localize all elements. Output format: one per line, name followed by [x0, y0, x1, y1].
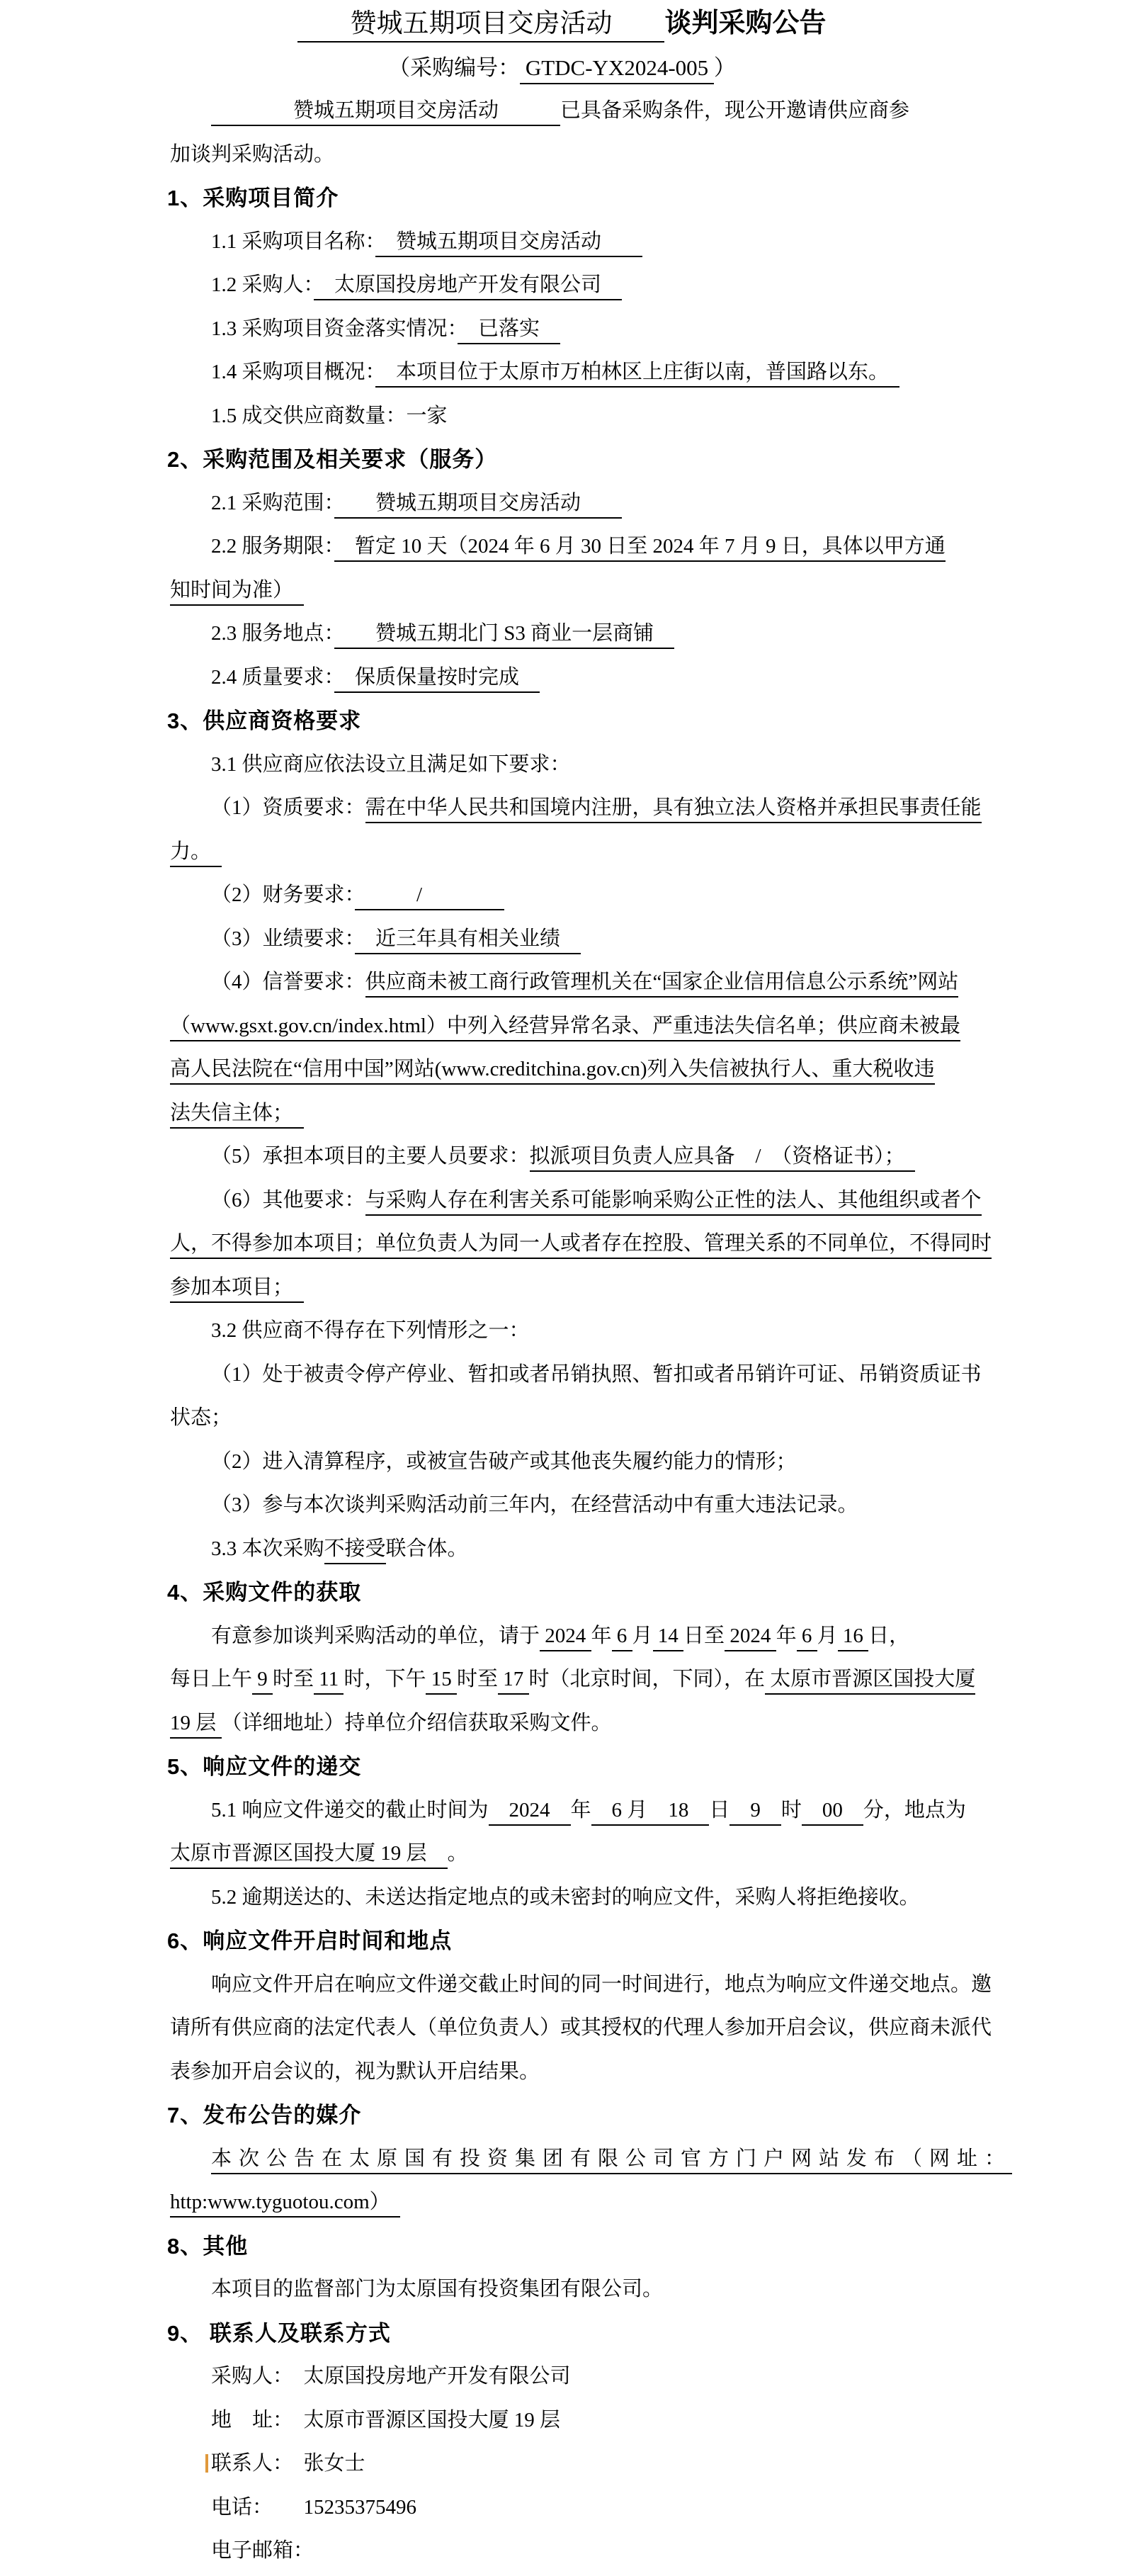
text-run: 有意参加谈判采购活动的单位，请于 — [211, 1624, 540, 1647]
text-run: 时 — [780, 1798, 802, 1821]
text-run: 1、采购项目简介 — [167, 186, 339, 210]
item-3-2-2 — [0, 1440, 1124, 1484]
item-2-2-line-1 — [0, 525, 1124, 569]
contact-purchaser — [0, 2355, 1124, 2399]
text-run: （6）其他要求： — [211, 1188, 365, 1211]
heading-3 — [0, 699, 1124, 743]
underlined-text-run: 17 — [498, 1668, 529, 1695]
underlined-text-run: 9 — [252, 1668, 273, 1695]
text-run: 采购人： 太原国投房地产开发有限公司 — [211, 2365, 571, 2388]
text-run: 。 — [447, 1842, 468, 1865]
text-run: 2.3 服务地点： — [211, 622, 335, 645]
item-3-2-1-line-2 — [0, 1396, 1124, 1440]
item-3-1 — [0, 743, 1124, 787]
text-run: 年 — [570, 1798, 591, 1821]
underlined-text-run: 2024 — [489, 1799, 571, 1826]
heading-2 — [0, 438, 1124, 482]
item-3-1-6-line-1 — [0, 1179, 1124, 1223]
item-3-1-5 — [0, 1135, 1124, 1179]
contact-phone — [0, 2486, 1124, 2530]
text-run: 月 — [817, 1624, 838, 1647]
item-3-1-2 — [0, 874, 1124, 917]
underlined-text-run: 太原市晋源区国投大厦 — [765, 1668, 975, 1695]
underlined-text-run: 赞城五期项目交房活动 — [211, 99, 560, 126]
underlined-text-run: 力。 — [170, 840, 222, 867]
text-run: （1）资质要求： — [211, 796, 365, 819]
text-run: 7、发布公告的媒介 — [167, 2103, 362, 2128]
text-run: 3.1 供应商应依法设立且满足如下要求： — [211, 752, 571, 776]
text-run: ） — [713, 55, 736, 80]
text-run: 3.3 本次采购 — [211, 1537, 324, 1560]
underlined-text-run: GTDC-YX2024-005 — [520, 55, 714, 84]
underlined-text-run: 2024 — [725, 1625, 776, 1651]
text-run: 3.2 供应商不得存在下列情形之一： — [211, 1319, 530, 1342]
intro-line-1 — [0, 89, 1124, 133]
underlined-text-run: 供应商未被工商行政管理机关在“国家企业信用信息公示系统”网站 — [365, 971, 959, 998]
underlined-text-run: 16 — [838, 1625, 869, 1651]
item-2-2-line-2 — [0, 569, 1124, 613]
text-run: 5.2 逾期送达的、未送达指定地点的或未密封的响应文件，采购人将拒绝接收。 — [211, 1885, 920, 1909]
contact-person — [0, 2442, 1124, 2486]
text-run — [170, 99, 211, 122]
text-run: 时至 — [273, 1668, 314, 1690]
text-run: 1.5 成交供应商数量：一家 — [211, 404, 448, 427]
heading-1 — [0, 176, 1124, 220]
text-run: 5、响应文件的递交 — [167, 1754, 362, 1779]
section-6-line-3 — [0, 2050, 1124, 2094]
underlined-text-run: 本项目位于太原市万柏林区上庄街以南，普国路以东。 — [375, 361, 899, 388]
heading-9 — [0, 2312, 1124, 2356]
underlined-text-run: 不接受 — [324, 1537, 386, 1564]
item-2-3 — [0, 612, 1124, 656]
section-4-line-1 — [0, 1615, 1124, 1659]
intro-line-2 — [0, 133, 1124, 177]
text-run: 表参加开启会议的，视为默认开启结果。 — [170, 2060, 540, 2083]
underlined-text-run: 2024 — [540, 1625, 591, 1651]
underlined-text-run: 14 — [653, 1625, 684, 1651]
item-5-2 — [0, 1876, 1124, 1920]
text-run: 时（北京时间，下同），在 — [528, 1668, 766, 1690]
item-3-1-4-line-3 — [0, 1048, 1124, 1092]
text-run: 请所有供应商的法定代表人（单位负责人）或其授权的代理人参加开启会议，供应商未派代 — [170, 2016, 992, 2039]
item-2-4 — [0, 656, 1124, 700]
item-5-1-line-1 — [0, 1789, 1124, 1833]
underlined-text-run: 需在中华人民共和国境内注册，具有独立法人资格并承担民事责任能 — [365, 796, 982, 823]
text-run: 1.2 采购人： — [211, 273, 314, 296]
heading-7 — [0, 2094, 1124, 2137]
text-run: 加谈判采购活动。 — [170, 142, 335, 166]
text-run: 日 — [709, 1798, 730, 1821]
text-run: 2.1 采购范围： — [211, 491, 335, 514]
item-1-2 — [0, 264, 1124, 307]
heading-4 — [0, 1571, 1124, 1615]
item-3-1-4-line-1 — [0, 961, 1124, 1005]
text-run: 8、其他 — [167, 2233, 249, 2259]
text-run: 状态； — [170, 1406, 232, 1429]
item-3-1-4-line-4 — [0, 1092, 1124, 1136]
underlined-text-run: 6 月 — [591, 1799, 648, 1826]
item-3-1-1-line-1 — [0, 786, 1124, 830]
underlined-text-run: 知时间为准） — [170, 579, 304, 606]
text-run: （3）业绩要求： — [211, 927, 356, 950]
text-run: 联合体。 — [385, 1537, 468, 1560]
underlined-text-run: 近三年具有相关业绩 — [355, 927, 581, 954]
text-run: 5.1 响应文件递交的截止时间为 — [211, 1798, 489, 1821]
item-3-1-4-line-2 — [0, 1005, 1124, 1049]
text-run: 2.2 服务期限： — [211, 535, 335, 558]
underlined-text-run: 赞城五期项目交房活动 — [375, 230, 642, 257]
text-run: 时，下午 — [344, 1668, 426, 1690]
item-3-2-1-line-1 — [0, 1353, 1124, 1397]
section-7-line-1 — [0, 2137, 1124, 2181]
text-run: 电子邮箱： — [211, 2539, 314, 2562]
text-run: （2）财务要求： — [211, 883, 356, 906]
text-run: 已具备采购条件，现公开邀请供应商参 — [560, 99, 910, 122]
underlined-text-run: 高人民法院在“信用中国”网站(www.creditchina.gov.cn)列入失信被执行人、重大税收违 — [170, 1058, 935, 1085]
underlined-text-run: 6 — [797, 1625, 817, 1651]
item-1-5 — [0, 395, 1124, 439]
text-run: 联系人： 张女士 — [211, 2452, 365, 2475]
item-3-2 — [0, 1309, 1124, 1353]
item-3-1-1-line-2 — [0, 830, 1124, 874]
text-run: 年 — [776, 1624, 797, 1647]
item-3-1-6-line-3 — [0, 1266, 1124, 1310]
text-run: （4）信誉要求： — [211, 971, 365, 993]
underlined-text-run: 00 — [802, 1799, 863, 1826]
text-run: 9、 联系人及联系方式 — [167, 2320, 391, 2346]
underlined-text-run: 18 — [647, 1799, 709, 1826]
text-run: 响应文件开启在响应文件递交截止时间的同一时间进行，地点为响应文件递交地点。邀 — [211, 1972, 992, 1996]
text-run: 2.4 质量要求： — [211, 665, 335, 689]
underlined-text-run: 法失信主体； — [170, 1102, 304, 1129]
text-run: 6、响应文件开启时间和地点 — [167, 1928, 453, 1953]
underlined-text-run: 15 — [426, 1668, 457, 1695]
underlined-text-run: 6 — [612, 1625, 632, 1651]
underlined-text-run: 暂定 10 天（2024 年 6 月 30 日至 2024 年 7 月 9 日，具体以甲方通 — [334, 535, 946, 562]
item-1-4 — [0, 351, 1124, 395]
section-6-line-2 — [0, 2006, 1124, 2050]
item-2-1 — [0, 482, 1124, 526]
heading-8 — [0, 2225, 1124, 2269]
procurement-number-line — [0, 46, 1124, 90]
item-1-1 — [0, 220, 1124, 264]
text-run: 每日上午 — [170, 1668, 253, 1690]
section-8-line-1 — [0, 2268, 1124, 2312]
text-run: 1.1 采购项目名称： — [211, 230, 376, 253]
heading-6 — [0, 1919, 1124, 1963]
text-run: 地 址： 太原市晋源区国投大厦 19 层 — [211, 2408, 561, 2431]
underlined-text-run: 太原国投房地产开发有限公司 — [314, 273, 622, 300]
section-4-line-2 — [0, 1658, 1124, 1702]
text-run: 时至 — [456, 1668, 498, 1690]
text-run: 1.4 采购项目概况： — [211, 361, 376, 383]
section-4-line-3 — [0, 1702, 1124, 1746]
heading-5 — [0, 1745, 1124, 1789]
item-3-1-6-line-2 — [0, 1222, 1124, 1266]
underlined-text-run: 保质保量按时完成 — [334, 666, 540, 693]
item-3-2-3 — [0, 1484, 1124, 1527]
text-run: （采购编号： — [388, 55, 521, 80]
underlined-text-run: 赞城五期北门 S3 商业一层商铺 — [334, 622, 674, 649]
underlined-text-run: 本次公告在太原国有投资集团有限公司官方门户网站发布（网址： — [211, 2147, 1012, 2174]
underlined-text-run: 9 — [730, 1799, 781, 1826]
doc-title — [0, 2, 1124, 46]
underlined-text-run: 19 层 — [170, 1712, 222, 1739]
text-run: （3）参与本次谈判采购活动前三年内，在经营活动中有重大违法记录。 — [211, 1493, 858, 1516]
text-run: 日至 — [683, 1624, 725, 1647]
text-cursor — [205, 2454, 208, 2473]
underlined-text-run: / — [355, 883, 504, 910]
text-run: 分，地点为 — [863, 1798, 966, 1821]
text-run: 日， — [868, 1624, 910, 1647]
underlined-text-run: 拟派项目负责人应具备 / （资格证书）； — [530, 1145, 916, 1172]
text-run: 年 — [591, 1624, 612, 1647]
text-run: 本项目的监督部门为太原国有投资集团有限公司。 — [211, 2278, 664, 2300]
text-run: 电话： 15235375496 — [211, 2495, 417, 2519]
item-5-1-line-2 — [0, 1832, 1124, 1876]
contact-address — [0, 2399, 1124, 2443]
text-run: （2）进入清算程序，或被宣告破产或其他丧失履约能力的情形； — [211, 1450, 797, 1473]
section-6-line-1 — [0, 1963, 1124, 2007]
underlined-text-run: 11 — [314, 1668, 344, 1695]
text-run: 1.3 采购项目资金落实情况： — [211, 317, 458, 340]
underlined-text-run: 参加本项目； — [170, 1276, 304, 1303]
underlined-text-run: （www.gsxt.gov.cn/index.html）中列入经营异常名录、严重违法失信名单；供应商未被最 — [170, 1015, 960, 1041]
underlined-text-run: 赞城五期项目交房活动 — [334, 492, 622, 519]
item-1-3 — [0, 307, 1124, 351]
underlined-text-run: 人，不得参加本项目；单位负责人为同一人或者存在控股、管理关系的不同单位，不得同时 — [170, 1232, 992, 1259]
underlined-text-run: 与采购人存在利害关系可能影响采购公正性的法人、其他组织或者个 — [365, 1189, 982, 1216]
contact-email — [0, 2529, 1124, 2573]
text-run: 谈判采购公告 — [664, 9, 827, 38]
text-run: 月 — [632, 1624, 653, 1647]
underlined-text-run: 太原市晋源区国投大厦 19 层 — [170, 1842, 448, 1869]
section-7-line-2 — [0, 2181, 1124, 2225]
text-run: （5）承担本项目的主要人员要求： — [211, 1145, 530, 1168]
text-run: 2、采购范围及相关要求（服务） — [167, 447, 498, 472]
underlined-text-run: 赞城五期项目交房活动 — [297, 9, 664, 43]
text-run: （详细地址）持单位介绍信获取采购文件。 — [221, 1711, 612, 1734]
underlined-text-run: 已落实 — [458, 317, 560, 344]
item-3-3 — [0, 1527, 1124, 1571]
underlined-text-run: http:www.tyguotou.com） — [170, 2191, 400, 2218]
item-3-1-3 — [0, 917, 1124, 961]
text-run: 4、采购文件的获取 — [167, 1580, 362, 1605]
text-run: 3、供应商资格要求 — [167, 708, 362, 733]
text-run: （1）处于被责令停产停业、暂扣或者吊销执照、暂扣或者吊销许可证、吊销资质证书 — [211, 1362, 982, 1386]
